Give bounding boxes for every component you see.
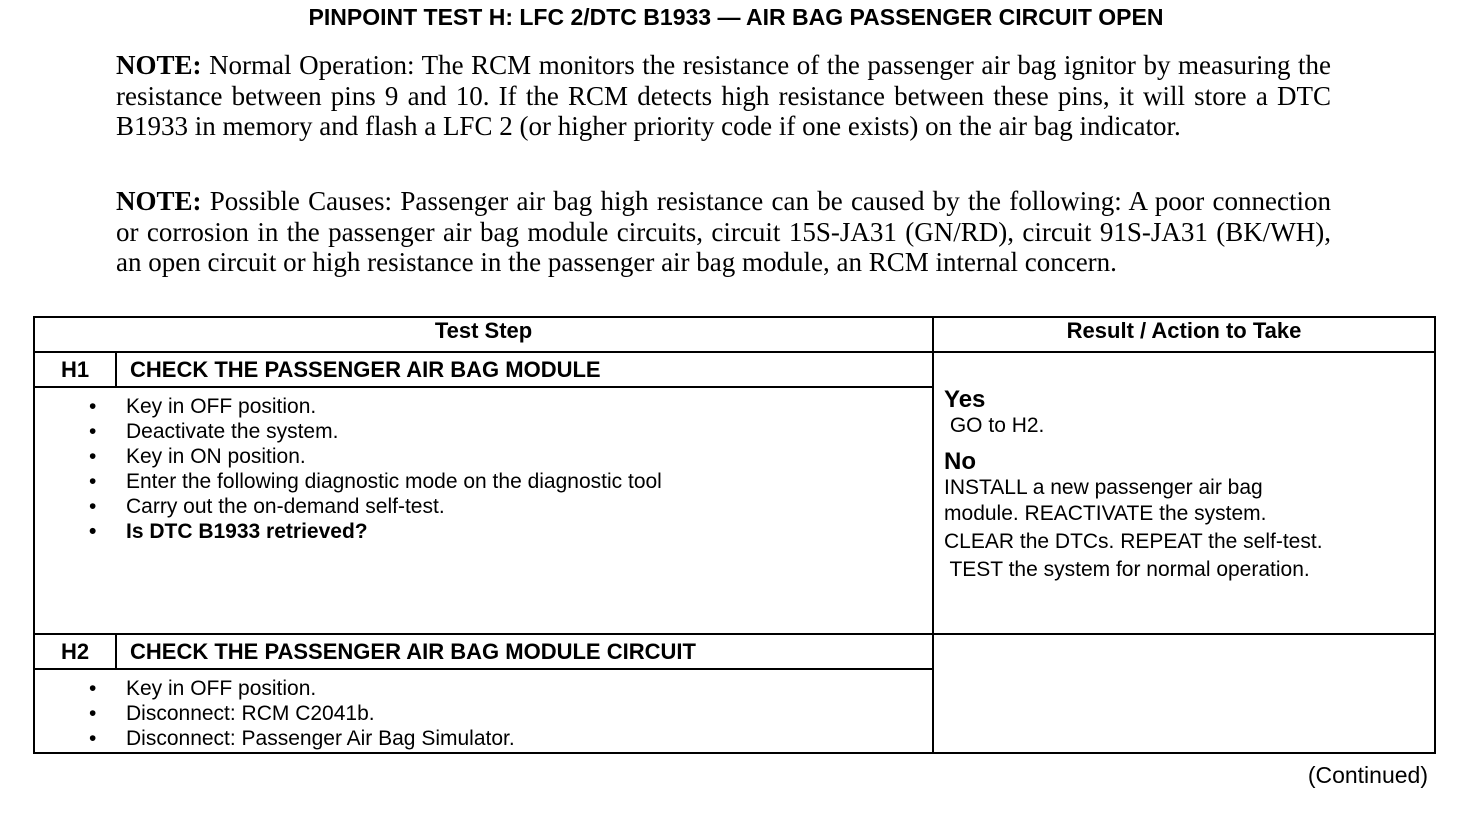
note-label: NOTE:	[116, 186, 202, 216]
step-question: • Is DTC B1933 retrieved?	[126, 519, 932, 544]
step-h1-instructions	[116, 387, 933, 634]
step-h2-instructions	[116, 669, 933, 753]
step-h2-title-row	[34, 634, 1435, 669]
step-bullet: • Carry out the on-demand self-test.	[126, 494, 932, 519]
page-title: PINPOINT TEST H: LFC 2/DTC B1933 — AIR BAG PASSENGER CIRCUIT OPEN	[308, 4, 1164, 30]
result-yes-label: Yes	[944, 386, 986, 413]
step-id: H2	[34, 634, 116, 669]
result-no-line: CLEAR the DTCs. REPEAT the self-test.	[944, 530, 1323, 553]
result-no-line: module. REACTIVATE the system.	[944, 502, 1267, 525]
step-h1-title-row	[34, 352, 1435, 387]
step-h1-result	[933, 352, 1435, 634]
step-bullet: • Disconnect: RCM C2041b.	[126, 701, 932, 726]
step-bullet: • Key in OFF position.	[126, 394, 932, 419]
table-header-row	[34, 317, 1435, 352]
step-h2-result	[933, 634, 1435, 753]
note-text: Possible Causes: Passenger air bag high resistance can be caused by the following: A poor connection or corrosion in the passenger air bag module circuits, circuit 15S-JA31 (GN/RD), circuit 91S-JA31 (BK/WH), an open circuit or high resistance in the passenger air bag module, an RCM internal concern.	[116, 186, 1331, 277]
step-bullet: • Disconnect: Passenger Air Bag Simulator.	[126, 726, 932, 751]
result-no-label: No	[944, 448, 977, 475]
step-bullet: • Key in OFF position.	[126, 676, 932, 701]
step-id: H1	[34, 352, 116, 387]
step-bullet: • Enter the following diagnostic mode on the diagnostic tool	[126, 469, 932, 494]
note-possible-causes	[116, 186, 1331, 278]
step-id-spacer	[34, 387, 116, 634]
step-bullet-list	[116, 670, 932, 751]
step-bullet: • Key in ON position.	[126, 444, 932, 469]
continued-label: (Continued)	[1307, 762, 1428, 788]
result-no-line: TEST the system for normal operation.	[944, 558, 1310, 581]
header-test-step: Test Step	[34, 317, 933, 352]
step-bullet-list	[116, 388, 932, 544]
note-text: Normal Operation: The RCM monitors the resistance of the passenger air bag ignitor by measuring the resistance between pins 9 and 10. If the RCM detects high resistance between these pins, it will store a DTC B1933 in memory and flash a LFC 2 (or higher priority code if one exists) on the air bag indicator.	[116, 50, 1331, 141]
result-no-action	[944, 475, 1424, 583]
step-id-spacer	[34, 669, 116, 753]
result-yes-action: GO to H2.	[944, 414, 1045, 437]
step-title: CHECK THE PASSENGER AIR BAG MODULE CIRCUIT	[116, 634, 933, 669]
result-no-line: INSTALL a new passenger air bag	[944, 476, 1263, 499]
note-label: NOTE:	[116, 50, 202, 80]
note-normal-operation	[116, 50, 1331, 142]
step-bullet: • Deactivate the system.	[126, 419, 932, 444]
header-result-action: Result / Action to Take	[933, 317, 1435, 352]
step-title: CHECK THE PASSENGER AIR BAG MODULE	[116, 352, 933, 387]
pinpoint-test-table	[33, 316, 1436, 754]
